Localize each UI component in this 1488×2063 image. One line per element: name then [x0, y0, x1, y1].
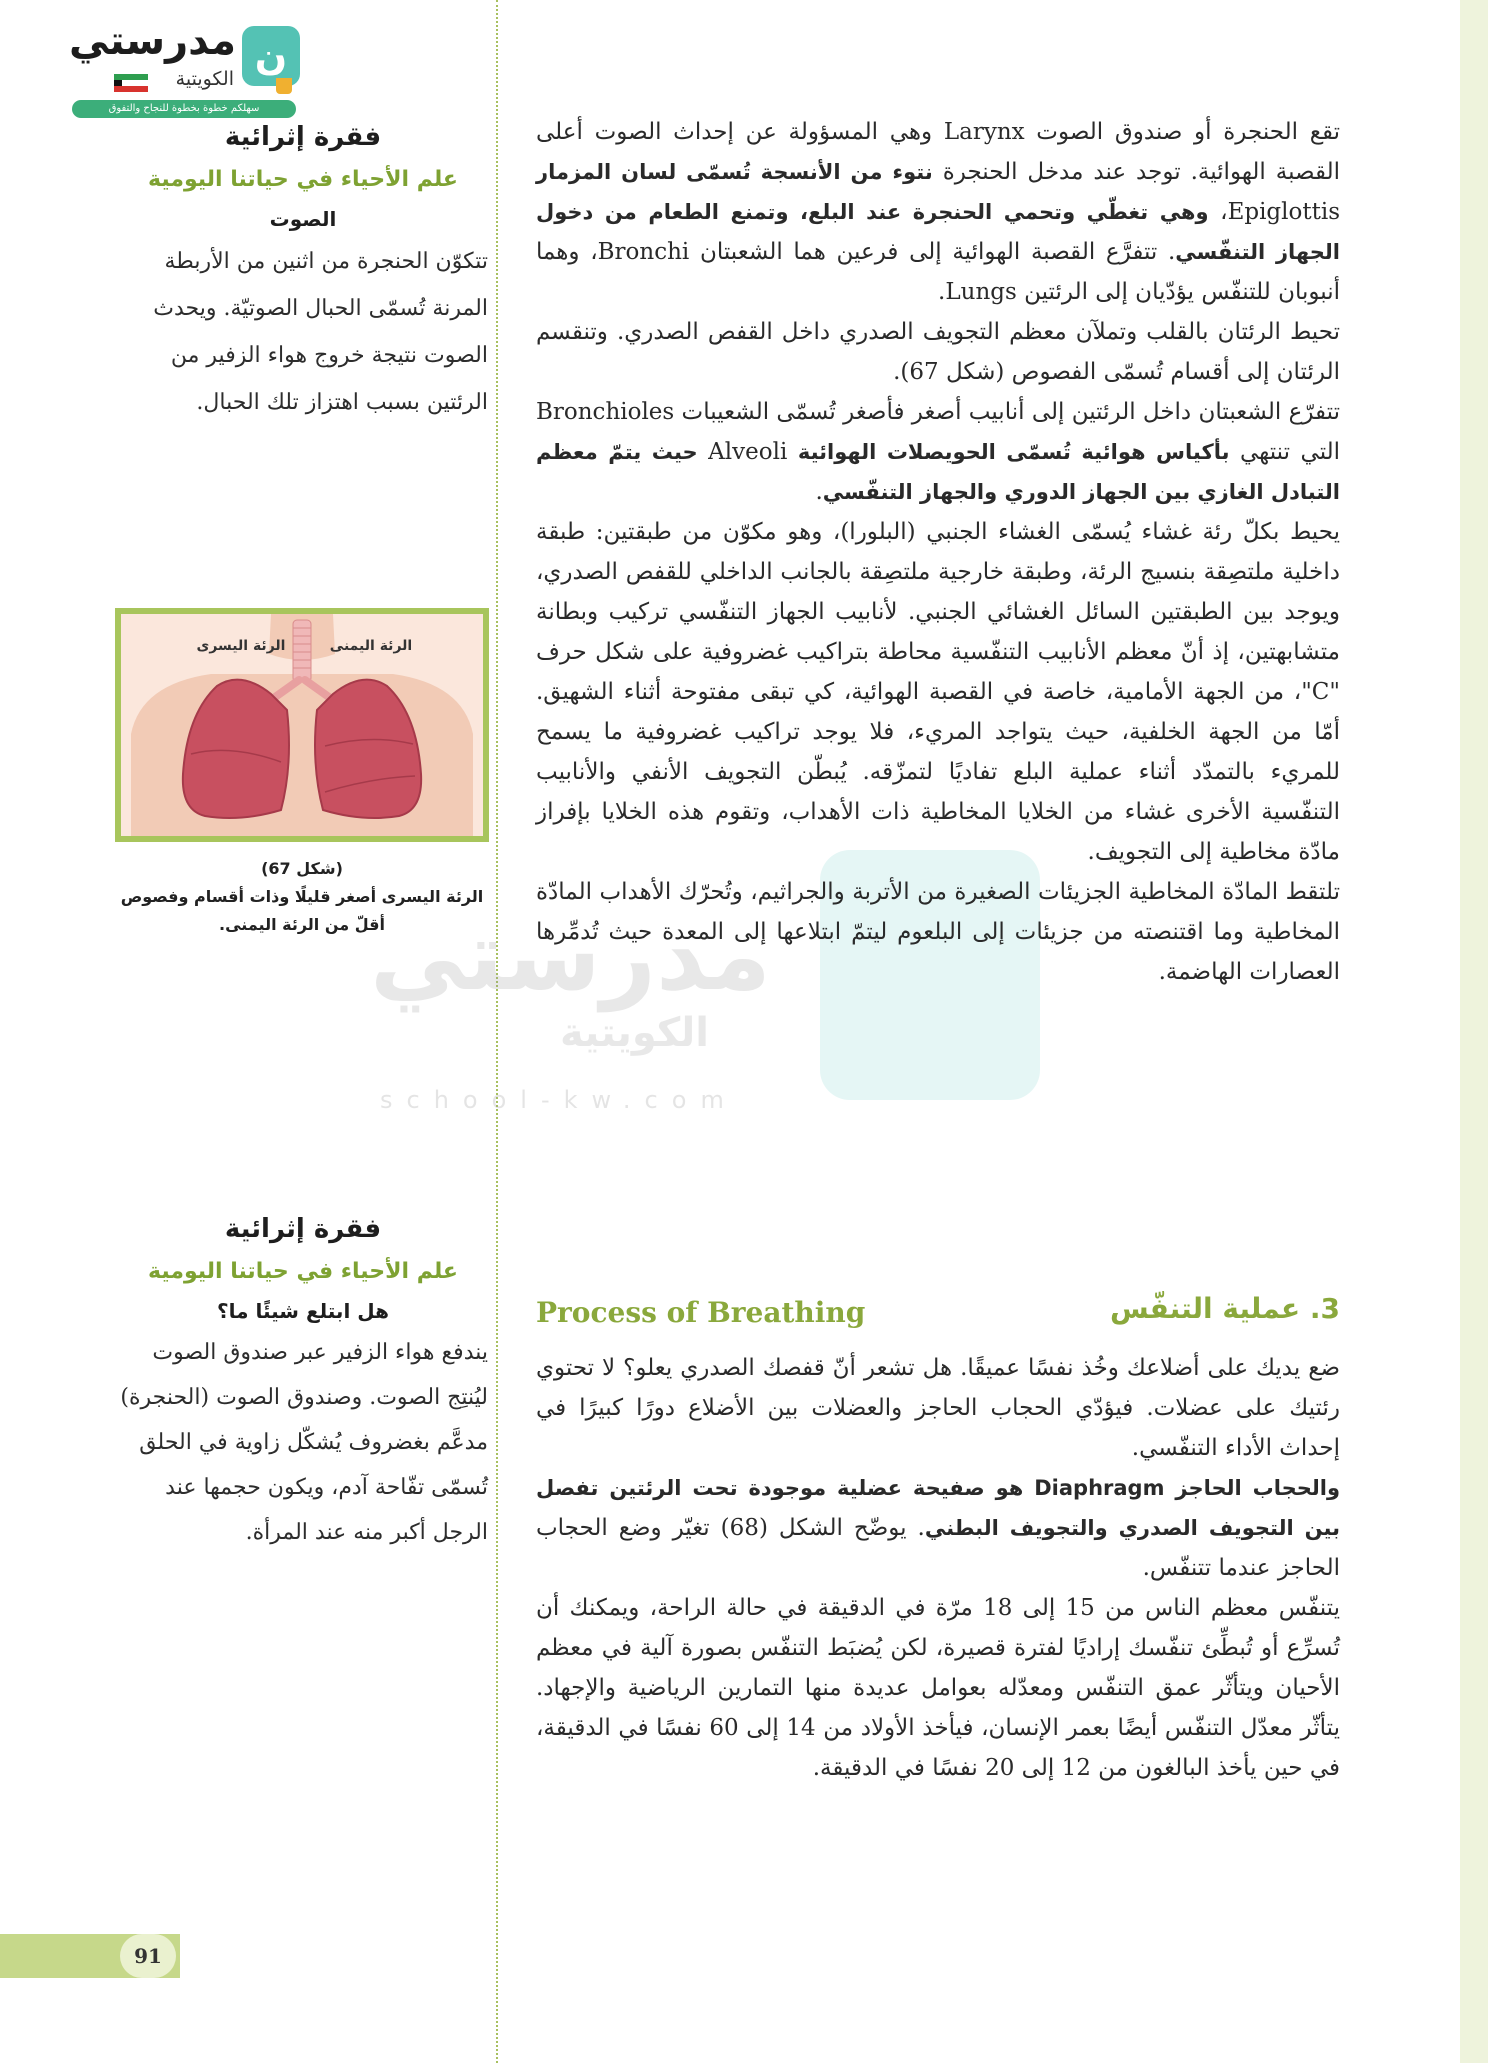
label-left-lung: الرئة اليسرى — [196, 638, 286, 654]
watermark-text: مدرستي — [370, 900, 771, 1012]
section-title-en: Process of Breathing — [536, 1296, 866, 1329]
section-heading — [536, 1292, 1340, 1336]
paragraph-diaphragm: والحجاب الحاجز Diaphragm هو صفيحة عضلية موجودة تحت الرئتين تفصل بين التجويف الصدري والتجويف البطني. يوضّح الشكل (68) تغيّر وضع الحجاب الحاجز عندما تتنفّس. — [536, 1476, 1341, 1581]
enrichment-heading: فقرة إثرائية — [224, 1214, 382, 1244]
right-margin-strip — [1460, 0, 1488, 2063]
kuwait-flag-icon — [114, 74, 148, 92]
enrichment-subheading: علم الأحياء في حياتنا اليومية — [148, 1259, 458, 1284]
paragraph-mucus: تلتقط المادّة المخاطية الجزيئات الصغيرة من الأتربة والجراثيم، وتُحرّك الأهداب المادّة المخاطية وما اقتنصته من جزيئات إلى البلعوم ليتمّ ابتلاعها إلى المعدة حيث تُدمِّرها العصارات الهاضمة. — [536, 879, 1340, 985]
paragraph-breathing-rate: يتنفّس معظم الناس من 15 إلى 18 مرّة في الدقيقة في حالة الراحة، ويمكنك أن تُسرِّع أو تُبطِّئ تنفّسك إراديًا لفترة قصيرة، لكن يُضبَط التنفّس بصورة آلية في معظم الأحيان ويتأثّر عمق التنفّس ومعدّله بعوامل عديدة منها التمارين الرياضية والإجهاد. يتأثّر معدّل التنفّس أيضًا بعمر الإنسان، فيأخذ الأولاد من 14 إلى 60 نفسًا في الدقيقة، في حين يأخذ البالغون من 12 إلى 20 نفسًا في الدقيقة. — [536, 1595, 1340, 1781]
paragraph-larynx: تقع الحنجرة أو صندوق الصوت Larynx وهي المسؤولة عن إحداث الصوت أعلى القصبة الهوائية. توجد عند مدخل الحنجرة نتوء من الأنسجة تُسمّى لسان المزمار Epiglottis، وهي تغطّي وتحمي الحنجرة عند البلع، وتمنع الطعام من دخول الجهاز التنفّسي. تتفرَّع القصبة الهوائية إلى فرعين هما الشعبتان Bronchi، وهما أنبوبان للتنفّس يؤدّيان إلى الرئتين Lungs. — [536, 119, 1341, 305]
sidebar-divider — [496, 0, 498, 2063]
watermark-sub: الكويتية — [560, 1010, 710, 1056]
enrichment-subheading: علم الأحياء في حياتنا اليومية — [148, 167, 458, 192]
paragraph-bronchioles: تتفرّع الشعبتان داخل الرئتين إلى أنابيب أصغر فأصغر تُسمّى الشعيبات Bronchioles التي تنتهي بأكياس هوائية تُسمّى الحويصلات الهوائية Alveoli حيث يتمّ معظم التبادل الغازي بين الجهاز الدوري والجهاز التنفّسي. — [536, 399, 1341, 505]
figure-caption-number: (شكل 67) — [261, 859, 343, 878]
lungs-figure — [115, 608, 489, 842]
section-title-ar: 3. عملية التنفّس — [1109, 1292, 1340, 1325]
paragraph-ribs: ضع يديك على أضلاعك وخُذ نفسًا عميقًا. هل تشعر أنّ قفصك الصدري يعلو؟ لا تحتوي رئتيك على عضلات. فيؤدّي الحجاب الحاجز والعضلات بين الأضلاع دورًا كبيرًا في إحداث الأداء التنفّسي. — [536, 1355, 1340, 1461]
enrichment-heading: فقرة إثرائية — [224, 122, 382, 152]
page-number: 91 — [120, 1934, 176, 1978]
label-right-lung: الرئة اليمنى — [329, 638, 413, 654]
figure-caption-text: الرئة اليسرى أصغر قليلًا وذات أقسام وفصوص أقلّ من الرئة اليمنى. — [120, 887, 484, 934]
lungs-illustration — [121, 614, 483, 836]
logo-subtitle: الكويتية — [175, 68, 234, 90]
logo-mark-icon: ن — [242, 26, 300, 86]
watermark-url: school-kw.com — [380, 1086, 738, 1114]
main-text-column — [536, 112, 1340, 992]
paragraph-pleura: يحيط بكلّ رئة غشاء يُسمّى الغشاء الجنبي (البلورا)، وهو مكوّن من طبقتين: طبقة داخلية ملتصِقة بنسيج الرئة، وطبقة خارجية ملتصِقة بالجانب الداخلي للقفص الصدري، ويوجد بين الطبقتين السائل الغشائي الجنبي. لأنابيب الجهاز التنفّسي تركيب وبطانة متشابهتين، إذ أنّ معظم الأنابيب التنفّسية محاطة بتراكيب غضروفية على شكل حرف "C"، من الجهة الأمامية، خاصة في القصبة الهوائية، كي تبقى مفتوحة أثناء الشهيق. أمّا من الجهة الخلفية، حيث يتواجد المريء، فلا يوجد تراكيب غضروفية ما يسمح للمريء بالتمدّد أثناء عملية البلع تفاديًا لتمزّقه. يُبطّن التجويف الأنفي والأنابيب التنفّسية الأخرى غشاء من الخلايا المخاطية ذات الأهداب، وتقوم هذه الخلايا بإفراز مادّة مخاطية إلى التجويف. — [536, 519, 1340, 865]
enrichment-text: يندفع هواء الزفير عبر صندوق الصوت ليُنتِج الصوت. وصندوق الصوت (الحنجرة) مدعَّم بغضروف يُشكّل زاوية في الحلق تُسمّى تفّاحة آدم، ويكون حجمها عند الرجل أكبر منه عند المرأة. — [120, 1340, 488, 1545]
enrichment-box-swallow — [118, 1212, 488, 1555]
enrichment-title: الصوت — [269, 207, 337, 231]
paragraph-lungs: تحيط الرئتان بالقلب وتملآن معظم التجويف الصدري داخل القفص الصدري. وتنقسم الرئتان إلى أقسام تُسمّى الفصوص (شكل 67). — [536, 319, 1340, 385]
breathing-text-column — [536, 1348, 1340, 1788]
enrichment-title: هل ابتلع شيئًا ما؟ — [217, 1299, 389, 1323]
logo-tagline: سهلكم خطوة بخطوة للنجاح والتفوق — [72, 100, 296, 118]
enrichment-text: تتكوّن الحنجرة من اثنين من الأربطة المرنة تُسمّى الحبال الصوتيّة. ويحدث الصوت نتيجة خروج هواء الزفير من الرئتين بسبب اهتزاز تلك الحبال. — [153, 249, 488, 415]
logo-name: مدرستي — [68, 18, 236, 64]
figure-caption — [110, 855, 494, 939]
enrichment-box-voice — [118, 120, 488, 426]
site-logo[interactable] — [68, 18, 302, 120]
